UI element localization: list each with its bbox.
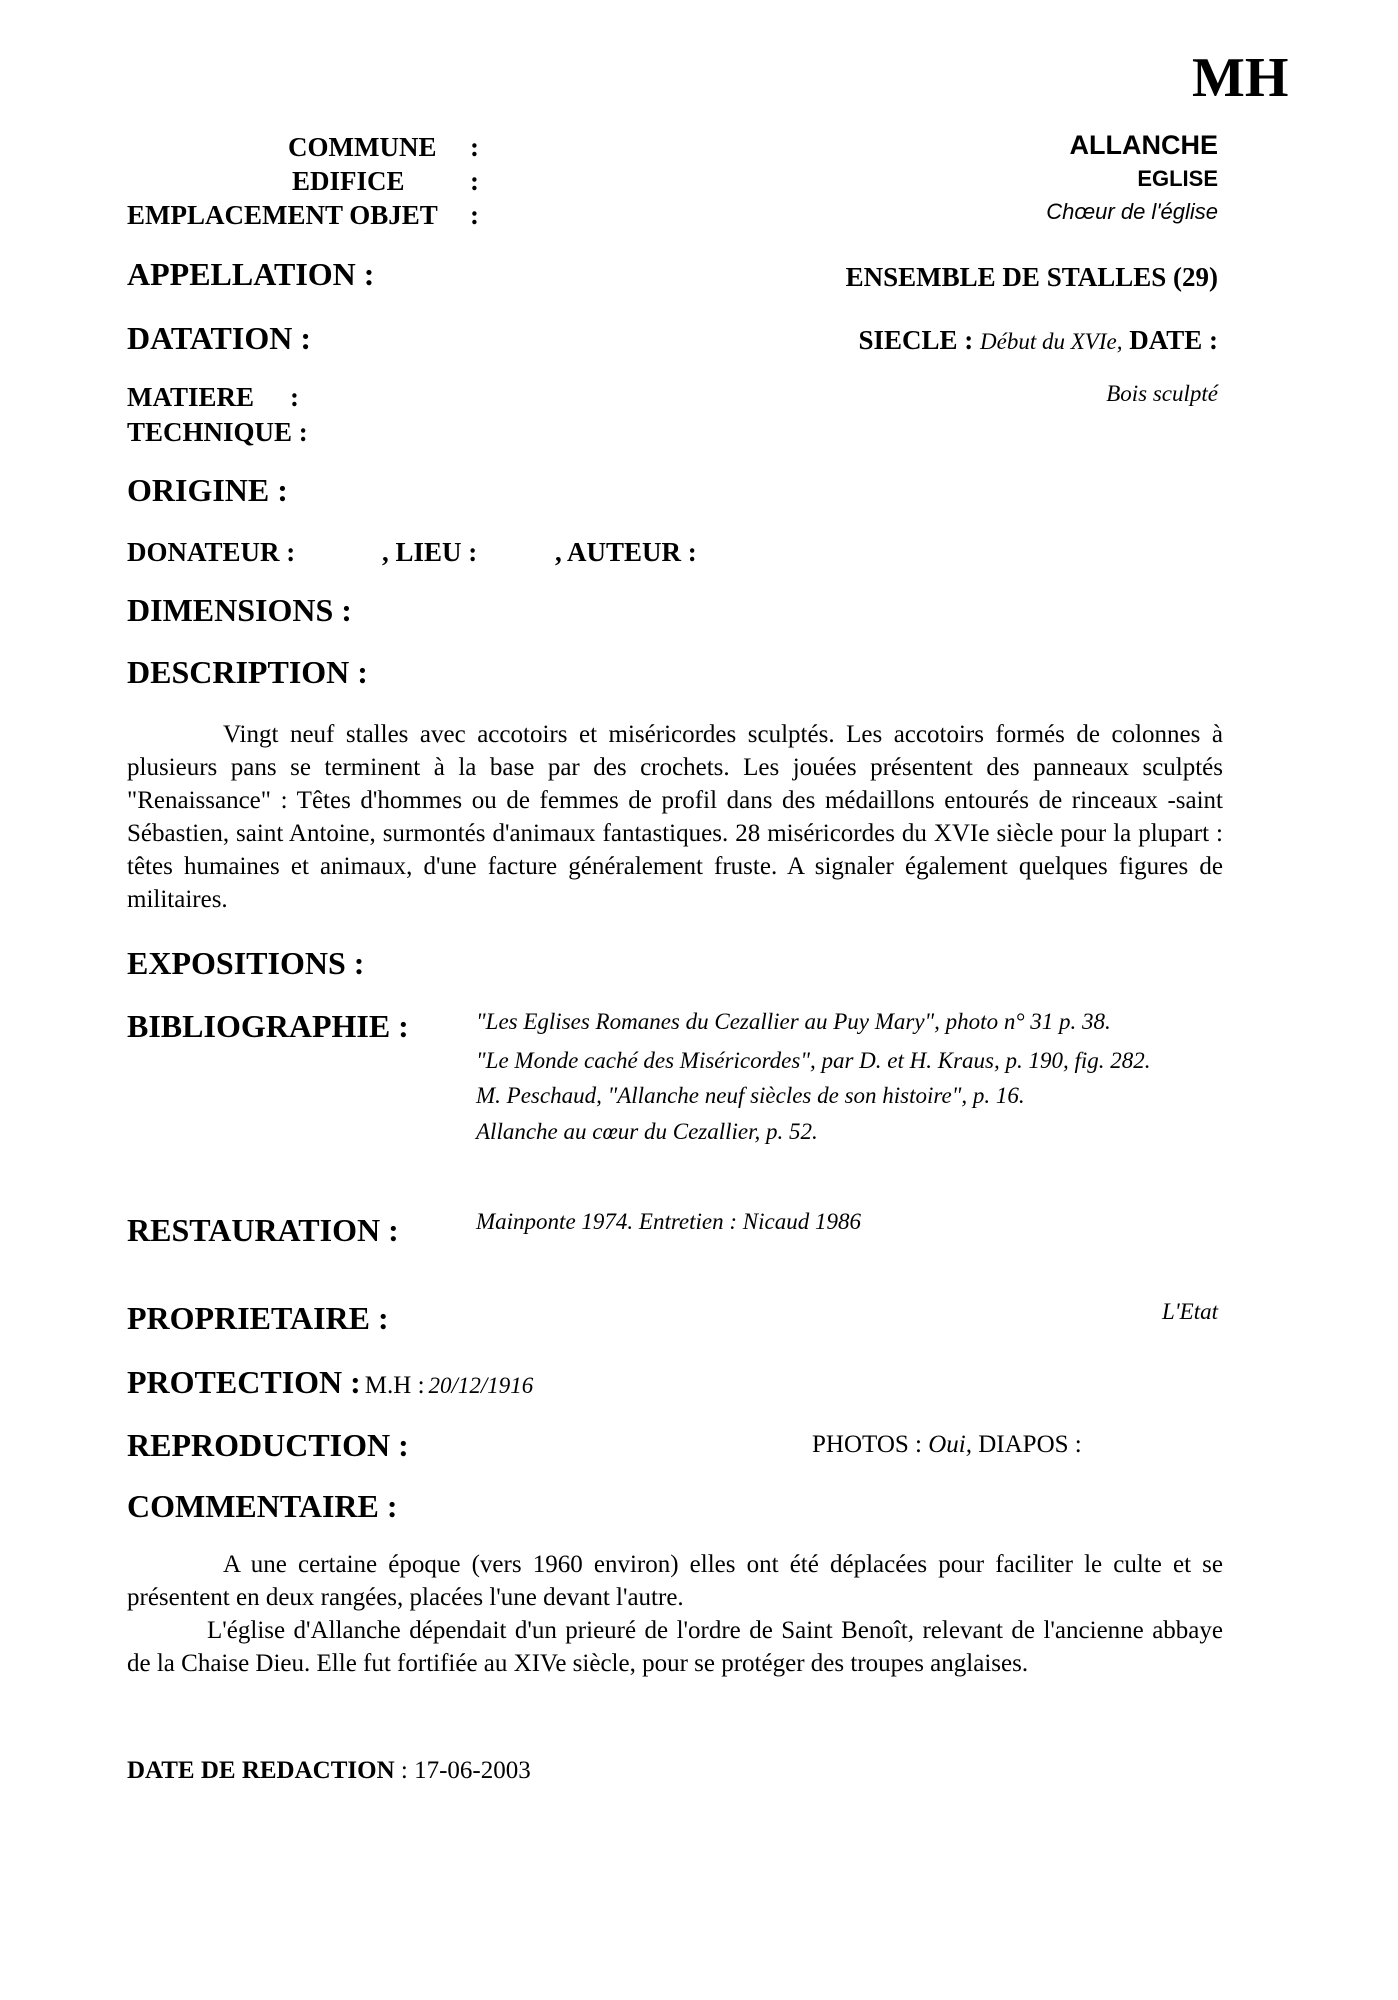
matiere-value: Bois sculpté — [1106, 381, 1218, 406]
proprietaire-value: L'Etat — [1161, 1299, 1218, 1324]
bib-entry-1: "Les Eglises Romanes du Cezallier au Puy Mary", photo n° 31 p. 38. — [476, 1009, 1111, 1034]
bibliographie-label: BIBLIOGRAPHIE : — [127, 1008, 409, 1044]
protection-line — [127, 1364, 533, 1401]
appellation-label: APPELLATION : — [127, 256, 375, 292]
commentaire-paragraph-1: A une certaine époque (vers 1960 environ) elles ont été déplacées pour faciliter le culte et se présentent en deux rangées, placées l'une devant l'autre. — [127, 1551, 1223, 1611]
photos-label: PHOTOS : — [812, 1431, 922, 1458]
commentaire-paragraph-2: L'église d'Allanche dépendait d'un prieuré de l'ordre de Saint Benoît, relevant de l'ancienne abbaye de la Chaise Dieu. Elle fut fortifiée au XIVe siècle, pour se protéger des troupes anglaises. — [127, 1617, 1223, 1677]
emplacement-colon: : — [470, 200, 479, 230]
siecle-value: Début du XVIe, — [980, 329, 1123, 354]
auteur-label: , AUTEUR : — [555, 537, 697, 567]
description-text: Vingt neuf stalles avec accotoirs et miséricordes sculptés. Les accotoirs formés de colonnes à plusieurs pans se terminent à la base par des crochets. Les jouées présentent des panneaux sculptés "Renaissance" : Têtes d'hommes ou de femmes de profil dans des médaillons entourés de rinceaux -saint Sébastien, saint Antoine, surmontés d'animaux fantastiques. 28 miséricordes du XVIe siècle pour la plupart : têtes humaines et animaux, d'une facture généralement fruste. A signaler également quelques figures de militaires. — [127, 721, 1223, 913]
proprietaire-label: PROPRIETAIRE : — [127, 1300, 389, 1336]
lieu-label: , LIEU : — [382, 537, 478, 567]
edifice-value: EGLISE — [1137, 166, 1218, 191]
siecle-label: SIECLE : — [858, 325, 974, 355]
redaction-label: DATE DE REDACTION — [127, 1757, 395, 1784]
reproduction-label: REPRODUCTION : — [127, 1427, 409, 1463]
protection-date: 20/12/1916 — [428, 1373, 534, 1398]
emplacement-value: Chœur de l'église — [1046, 199, 1218, 224]
bib-entry-2: "Le Monde caché des Miséricordes", par D. et H. Kraus, p. 190, fig. 282. — [476, 1048, 1151, 1073]
redaction-line — [127, 1757, 531, 1785]
datation-label: DATATION : — [127, 320, 311, 356]
diapos-label: DIAPOS : — [978, 1431, 1082, 1458]
commentaire-label: COMMENTAIRE : — [127, 1488, 398, 1524]
commune-colon: : — [470, 132, 479, 162]
restauration-value: Mainponte 1974. Entretien : Nicaud 1986 — [476, 1209, 861, 1234]
protection-prefix: M.H : — [364, 1372, 425, 1399]
protection-label: PROTECTION : — [127, 1364, 361, 1400]
bibliographie-list — [476, 1009, 1226, 1145]
datation-values — [859, 325, 1219, 356]
restauration-label: RESTAURATION : — [127, 1212, 399, 1248]
date-label: DATE : — [1129, 325, 1218, 355]
matiere-colon: : — [290, 382, 299, 412]
edifice-colon: : — [470, 166, 479, 196]
commune-value: ALLANCHE — [1069, 130, 1218, 160]
matiere-label: MATIERE — [127, 382, 255, 412]
expositions-label: EXPOSITIONS : — [127, 945, 365, 981]
bib-entry-4: Allanche au cœur du Cezallier, p. 52. — [476, 1119, 818, 1144]
mh-mark: MH — [1192, 47, 1289, 109]
appellation-value: ENSEMBLE DE STALLES (29) — [845, 262, 1218, 292]
photos-value: Oui, — [928, 1431, 972, 1458]
reproduction-values — [812, 1431, 1082, 1459]
edifice-label: EDIFICE — [292, 166, 405, 196]
commune-label: COMMUNE — [288, 132, 437, 162]
emplacement-label: EMPLACEMENT OBJET — [127, 200, 438, 230]
origine-label: ORIGINE : — [127, 472, 288, 508]
bib-entry-3: M. Peschaud, "Allanche neuf siècles de son histoire", p. 16. — [476, 1083, 1025, 1108]
donateur-label: DONATEUR : — [127, 537, 296, 567]
description-label: DESCRIPTION : — [127, 654, 368, 690]
technique-label: TECHNIQUE : — [127, 417, 308, 447]
redaction-value: : 17-06-2003 — [400, 1757, 531, 1784]
dimensions-label: DIMENSIONS : — [127, 592, 352, 628]
